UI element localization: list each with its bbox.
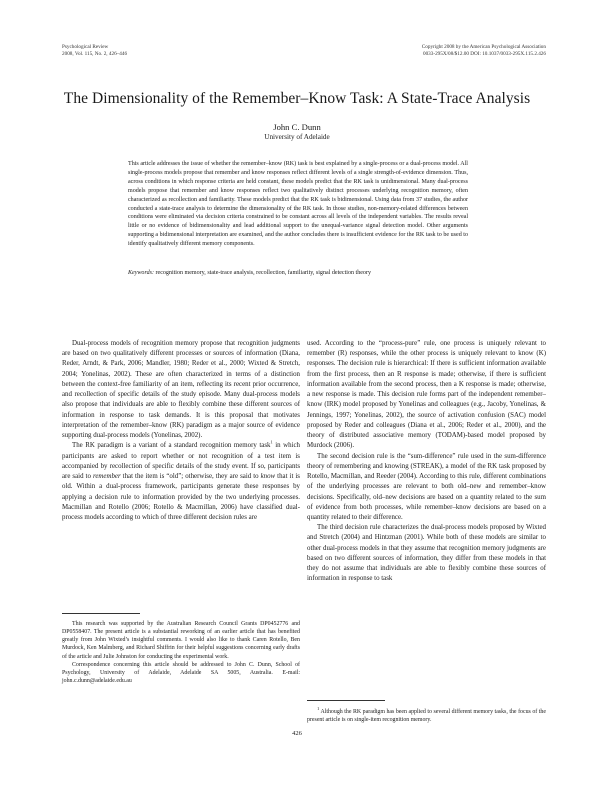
body-paragraph: The RK paradigm is a variant of a standard recognition memory task$^1$ in which participants are asked to report whether or not recognition of a test item is accompanied by recollection of specific details of the study event. If so, participants are said to remember that the item is “old”; otherwise, they are said to know that it is old. Within a dual-process framework, participants generate these responses by applying a decision rule to information provided by the two underlying processes. Macmillan and Rotello (2006; Rotello & Macmillan, 2006) have classified dual-process models according to which of three different decision rules are — [62, 440, 300, 521]
author-note — [62, 620, 300, 685]
page-number: 426 — [292, 730, 302, 737]
copyright-line: Copyright 2008 by the American Psychological Association — [421, 44, 546, 50]
doi-line: 0033-295X/08/$12.00 DOI: 10.1037/0033-295X.115.2.426 — [422, 51, 546, 57]
volume-info: 2008, Vol. 115, No. 2, 426–446 — [62, 51, 128, 57]
author-affiliation: University of Adelaide — [264, 133, 330, 141]
abstract — [128, 160, 468, 249]
body-paragraph: used. According to the “process-pure” rule, one process is uniquely relevant to remember (R) responses, while the other process is uniquely relevant to know (K) responses. The decision rule is hierarchical: If there is sufficient information available from the first process, then an R response is made; otherwise, if there is sufficient information available from the second process, then a K response is made; otherwise, a new response is made. This decision rule forms part of the independent remember–know (IRK) model proposed by Yonelinas and colleagues (e.g., Jacoby, Yonelinas, & Jennings, 1997; Yonelinas, 2002), the source of activation confusion (SAC) model proposed by Reder and colleagues (Diana et al., 2006; Reder et al., 2000), and the theory of distributed associative memory (TODAM)-based model proposed by Murdock (2006). — [307, 340, 546, 450]
footnote — [307, 708, 546, 724]
body-column-left — [62, 339, 300, 523]
author-name: John C. Dunn — [273, 122, 321, 132]
journal-name: Psychological Review — [62, 44, 109, 50]
footnote-divider — [62, 613, 140, 614]
keywords-label: Keywords: — [128, 270, 154, 276]
article-title: The Dimensionality of the Remember–Know Task: A State-Trace Analysis — [63, 90, 531, 107]
keywords-text: recognition memory, state-trace analysis, recollection, familiarity, signal detection theory — [153, 270, 371, 276]
footnote-marker: 1 — [270, 440, 273, 446]
running-header-left — [62, 44, 127, 58]
keywords — [128, 269, 468, 277]
footnote-text: $^1$ Although the RK paradigm has been applied to several different memory tasks, the focus of the present article is on single-item recognition memory. — [307, 706, 546, 724]
abstract-text: This article addresses the issue of whether the remember–know (RK) task is best explained by a single-process or a dual-process model. All single-process models propose that remember and know responses reflect different levels of a single strength-of-evidence dimension. Thus, across conditions in which response criteria are held constant, these models predict that the RK task is unidimensional. Many dual-process models propose that remember and know responses reflect two qualitatively distinct processes underlying recognition memory, often characterized as recollection and familiarity. These models predict that the RK task is bidimensional. Using data from 37 studies, the author conducted a state-trace analysis to determine the dimensionality of the RK task. In those studies, non-memory-related differences between conditions were eliminated via decision criteria constrained to be constant across all levels of the independent variables. The results reveal little or no evidence of bidimensionality and lead additional support to the unequal-variance signal detection model. Other arguments supporting a bidimensional interpretation are examined, and the author concludes there is insufficient evidence for the RK task to be used to identify qualitatively different memory components. — [128, 161, 468, 248]
body-paragraph: Dual-process models of recognition memory propose that recognition judgments are based on two qualitatively different processes or sources of information (Diana, Reder, Arndt, & Park, 2006; Mandler, 1980; Reder et al., 2000; Wixted & Stretch, 2004; Yonelinas, 2002). These are often characterized in terms of a distinction between the context-free familiarity of an item, reflecting its recent prior occurrence, and recollection of specific details of the study episode. Many dual-process models also propose that individuals are able to flexibly combine these different sources of information in response to task demands. It is this proposal that motivates interpretation of the remember–know (RK) paradigm as a major source of evidence supporting dual-process models (Yonelinas, 2002). — [62, 340, 300, 440]
body-column-right — [307, 339, 546, 585]
body-paragraph: The third decision rule characterizes the dual-process models proposed by Wixted and Stretch (2004) and Hintzman (2001). While both of these models are similar to other dual-process models in that they assume that recognition memory judgments are based on two different sources of information, they differ from these models in that they do not assume that individuals are able to flexibly combine these sources of information in response to task — [307, 524, 546, 583]
body-paragraph: The second decision rule is the “sum-difference” rule used in the sum-difference theory of remembering and knowing (STREAK), a model of the RK task proposed by Rotello, Macmillan, and Reeder (2004). According to this rule, different combinations of the underlying processes are relevant to both old–new and remember–know decisions. Specifically, old–new decisions are based on a quantity related to the sum of evidence from both processes, while remember–know decisions are based on a quantity related to their difference. — [307, 452, 546, 521]
running-header-right — [422, 44, 546, 58]
author-note-correspondence: Correspondence concerning this article should be addressed to John C. Dunn, School of Psychology, University of Adelaide, Adelaide SA 5005, Australia. E-mail: john.c.dunn@adelaide.edu.au — [62, 661, 300, 685]
author-note-funding: This research was supported by the Australian Research Council Grants DP0452776 and DP0558407. The present article is a substantial reworking of an earlier article that has benefited greatly from John Wixted’s insightful comments. I would also like to thank Caren Rotello, Ben Murdock, Ken Malmberg, and Richard Shiffrin for their helpful suggestions concerning early drafts of the article and Julie Johnston for conducting the experimental work. — [62, 621, 300, 660]
footnote-divider — [307, 700, 385, 701]
